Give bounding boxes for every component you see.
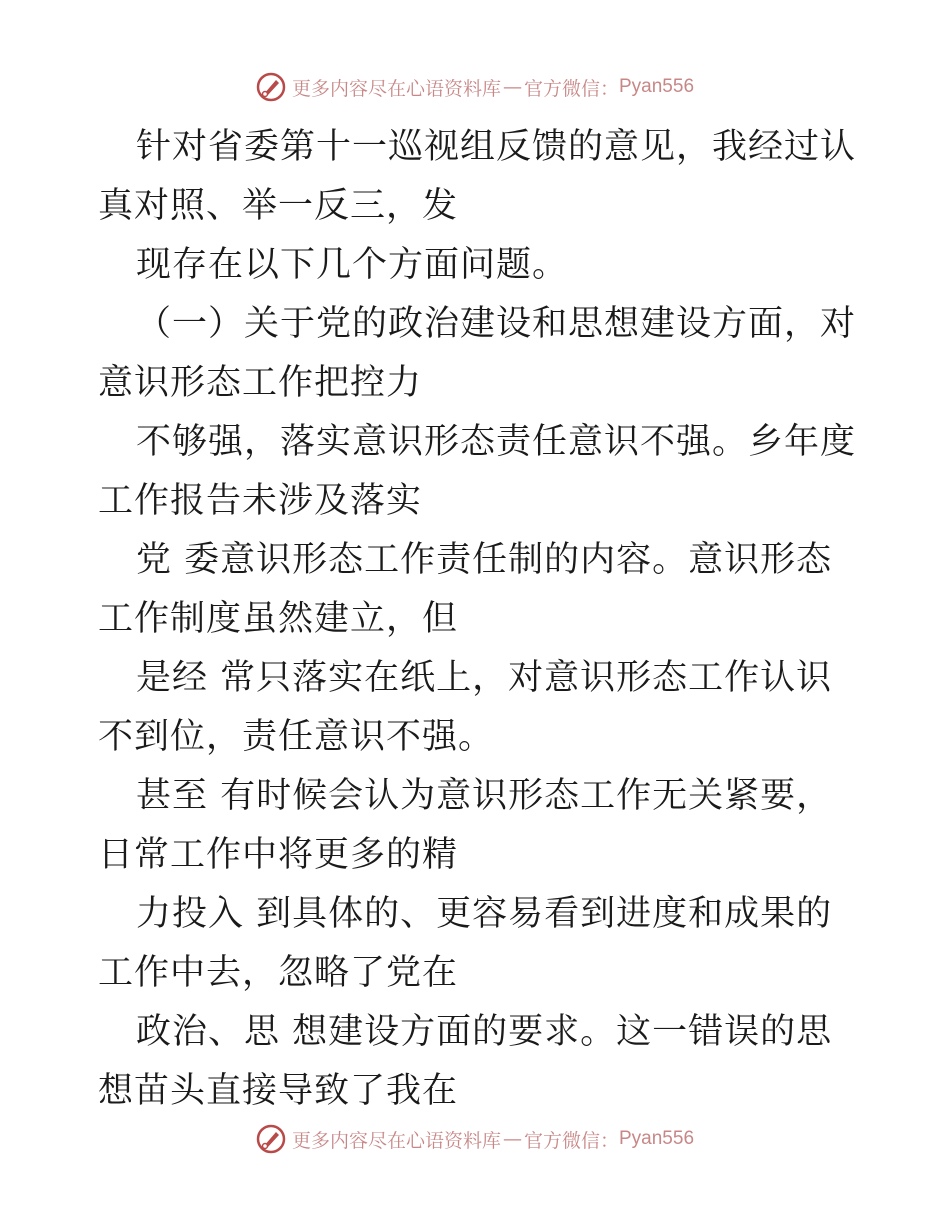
paragraph-7: 甚至 有时候会认为意识形态工作无关紧要，日常工作中将更多的精 bbox=[98, 776, 833, 875]
watermark-separator: — bbox=[502, 1128, 522, 1150]
watermark-separator: — bbox=[502, 76, 522, 98]
pen-logo-icon bbox=[256, 72, 286, 102]
watermark-wechat-label: 官方微信： bbox=[523, 77, 619, 100]
watermark-wechat-id: Pyan556 bbox=[619, 76, 695, 97]
paragraph-3: （一）关于党的政治建设和思想建设方面，对意识形态工作把控力 bbox=[98, 304, 857, 403]
paragraph-2: 现存在以下几个方面问题。 bbox=[136, 245, 569, 285]
paragraph-1: 针对省委第十一巡视组反馈的意见，我经过认真对照、举一反三，发 bbox=[98, 127, 857, 226]
paragraph-8: 力投入 到具体的、更容易看到进度和成果的工作中去，忽略了党在 bbox=[98, 894, 833, 993]
watermark-wechat-id: Pyan556 bbox=[619, 1128, 695, 1149]
watermark-text: 更多内容尽在心语资料库 bbox=[291, 1129, 501, 1152]
watermark-wechat-label: 官方微信： bbox=[523, 1129, 619, 1152]
document-body bbox=[98, 118, 858, 1121]
paragraph-4: 不够强，落实意识形态责任意识不强。乡年度工作报告未涉及落实 bbox=[98, 422, 857, 521]
paragraph-5: 党 委意识形态工作责任制的内容。意识形态工作制度虽然建立，但 bbox=[98, 540, 833, 639]
pen-logo-icon bbox=[256, 1124, 286, 1154]
paragraph-6: 是经 常只落实在纸上，对意识形态工作认识不到位，责任意识不强。 bbox=[98, 658, 833, 757]
header-watermark bbox=[0, 72, 950, 102]
footer-watermark bbox=[0, 1124, 950, 1154]
watermark-text: 更多内容尽在心语资料库 bbox=[291, 77, 501, 100]
paragraph-9: 政治、思 想建设方面的要求。这一错误的思想苗头直接导致了我在 bbox=[98, 1012, 833, 1111]
